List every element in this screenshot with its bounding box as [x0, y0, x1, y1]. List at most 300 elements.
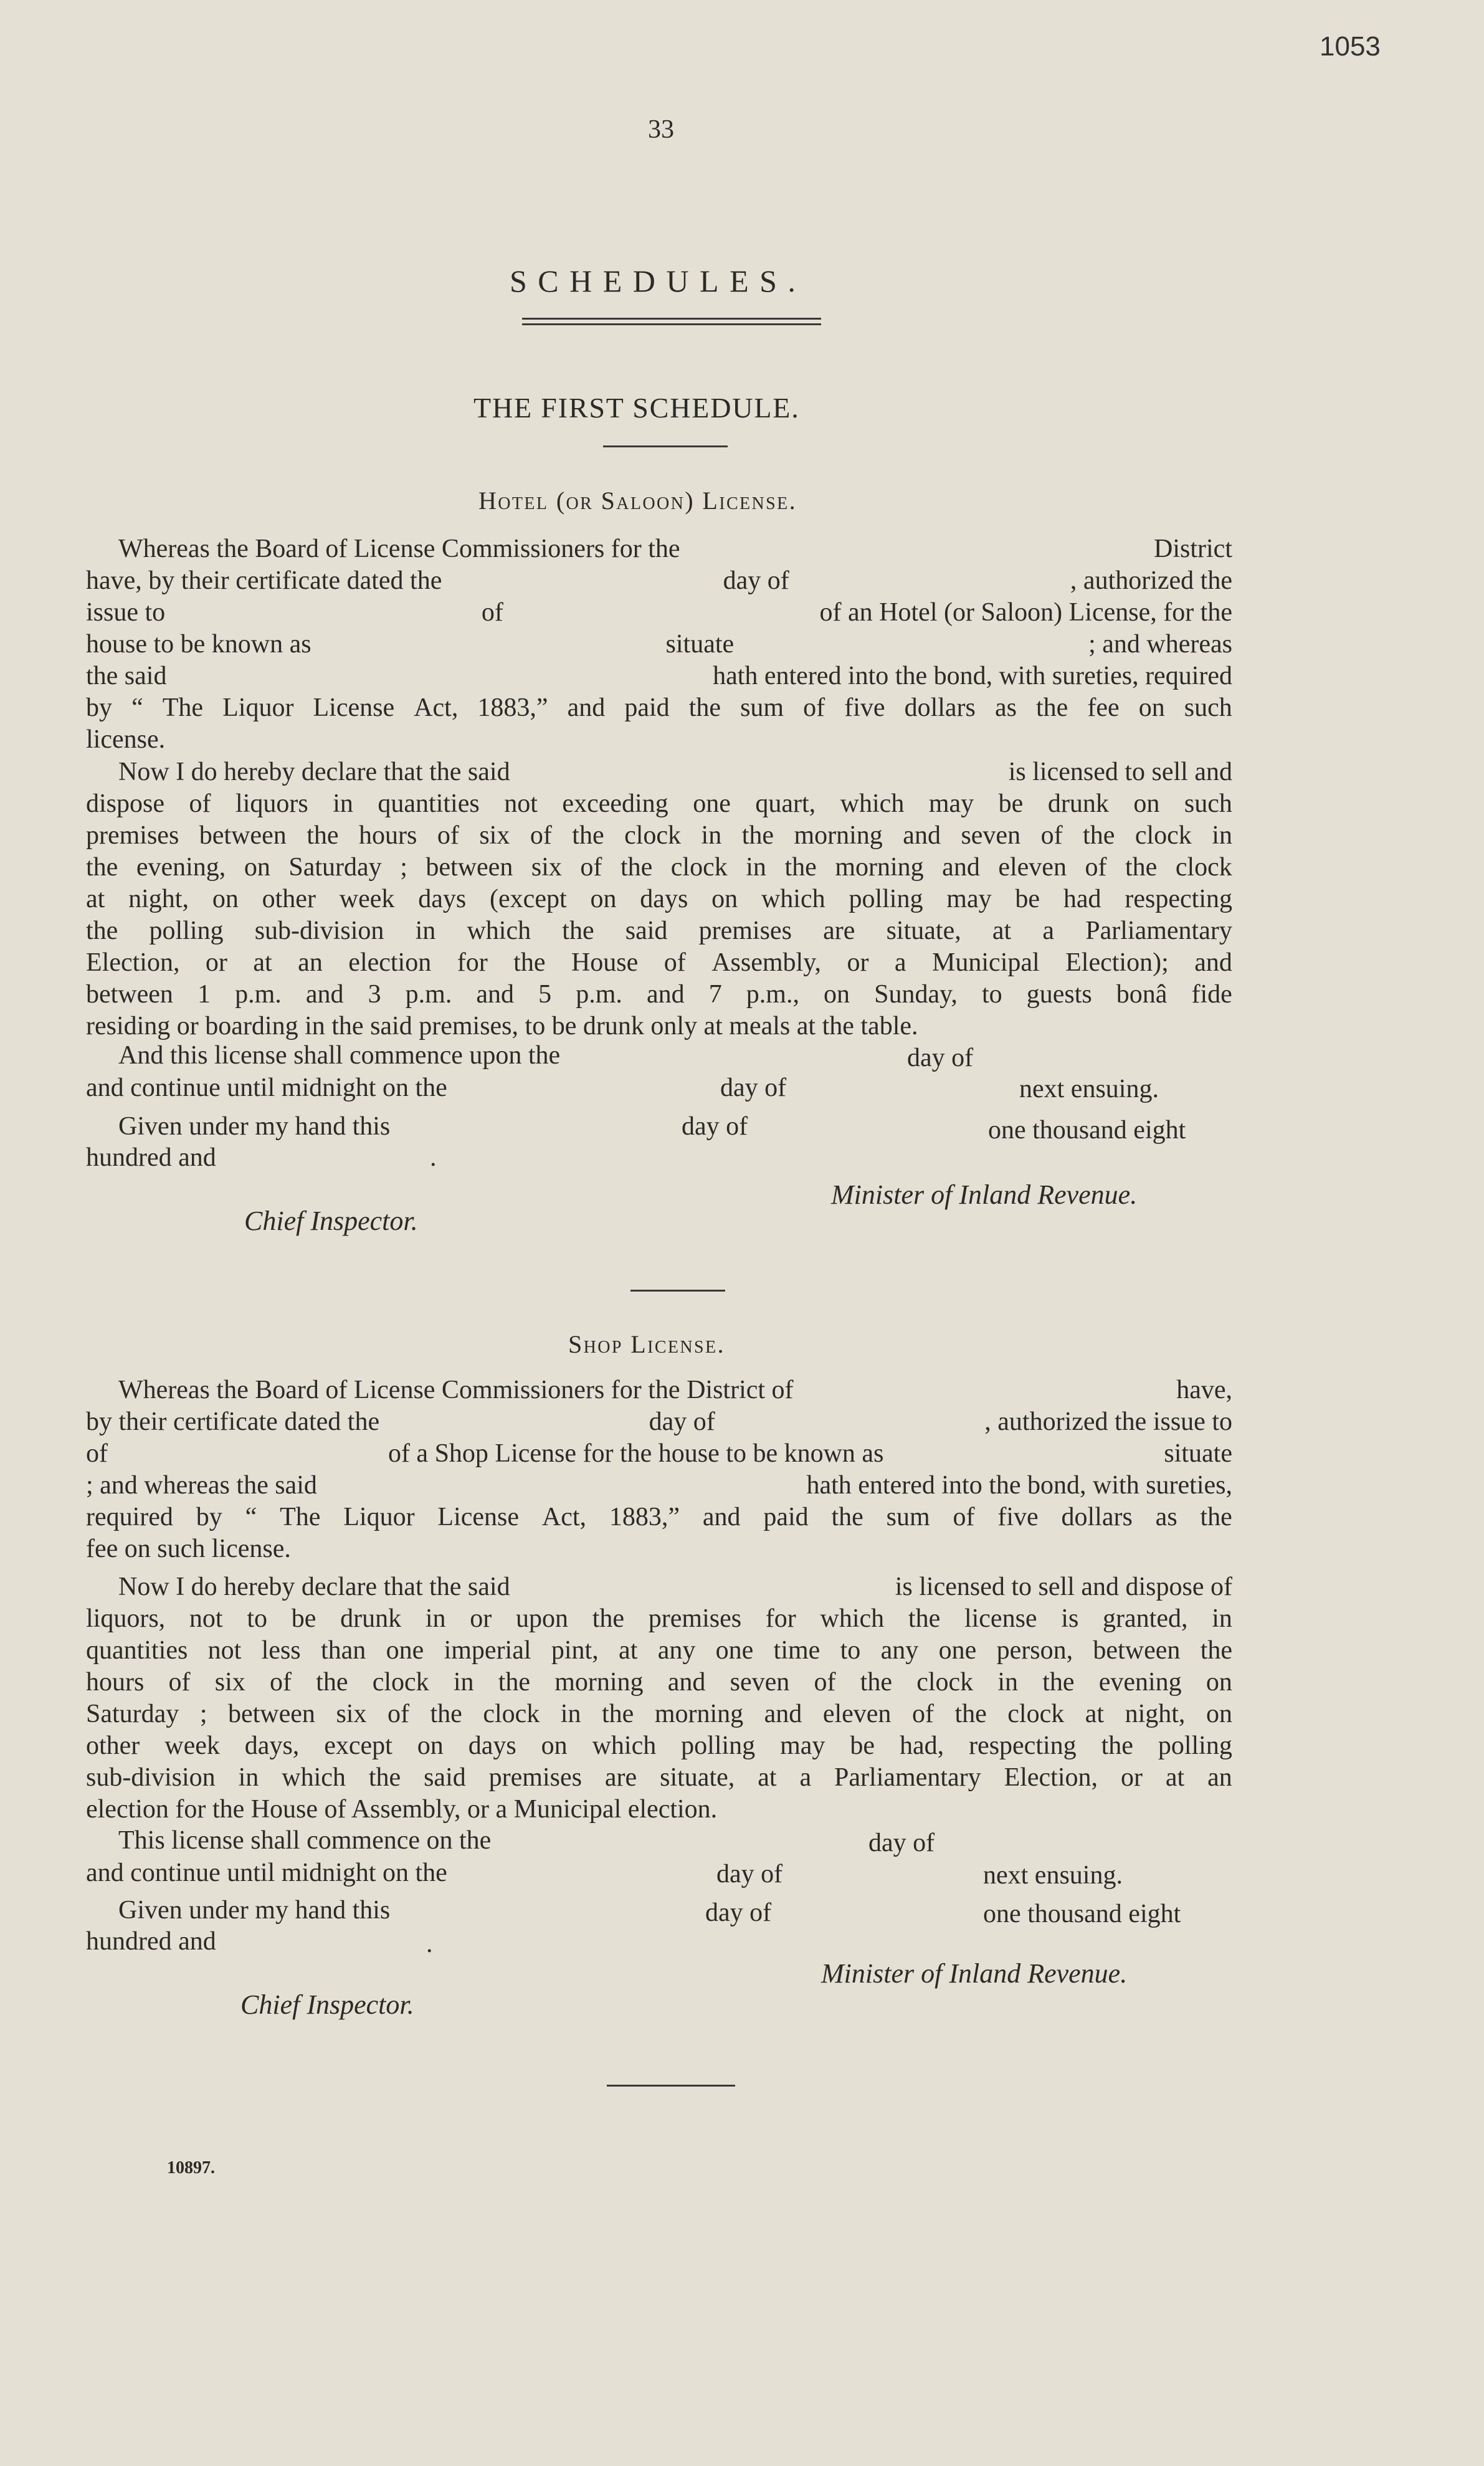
- text-line: [86, 692, 1232, 724]
- word: morning: [654, 1700, 744, 1728]
- word: and: [305, 980, 344, 1009]
- hotel-minister-signature: Minister of Inland Revenue.: [831, 1179, 1138, 1210]
- text-line: [86, 1635, 1232, 1667]
- word: on: [824, 980, 850, 1009]
- shop-given-period: .: [426, 1930, 433, 1958]
- text-line: [86, 820, 1232, 852]
- word: seven: [730, 1668, 790, 1697]
- word: on: [244, 853, 270, 882]
- hotel-given-hundred: hundred and: [86, 1143, 216, 1172]
- word: other: [262, 885, 316, 913]
- section-rule: [603, 445, 728, 447]
- word: 1883,”: [477, 693, 548, 722]
- word: Liquor: [343, 1503, 415, 1531]
- word: five: [844, 693, 885, 722]
- word: an: [1207, 1763, 1232, 1792]
- hotel-given-dayof: day of: [682, 1112, 748, 1141]
- word: (except: [490, 885, 567, 913]
- line-segment: ; and whereas: [1088, 630, 1232, 659]
- word: or: [1120, 1763, 1143, 1792]
- word: person,: [996, 1636, 1073, 1665]
- word: the: [368, 1763, 401, 1792]
- line-segment: fee on such license.: [86, 1535, 291, 1563]
- text-line: [86, 979, 1232, 1011]
- word: six: [479, 821, 510, 850]
- word: or: [205, 948, 227, 977]
- word: one: [715, 1636, 754, 1665]
- word: liquors: [235, 789, 308, 818]
- shop-minister-signature: Minister of Inland Revenue.: [821, 1958, 1128, 1989]
- text-line: [86, 1762, 1232, 1794]
- shop-commence-text: This license shall commence on the: [118, 1826, 492, 1855]
- line-segment: ; and whereas the said: [86, 1471, 317, 1500]
- word: Election,: [86, 948, 180, 977]
- word: such: [1184, 789, 1232, 818]
- word: 7: [708, 980, 722, 1009]
- word: six: [531, 853, 562, 882]
- word: and: [702, 1503, 741, 1531]
- word: in: [1212, 821, 1232, 850]
- word: to: [840, 1636, 861, 1665]
- word: of: [189, 789, 211, 818]
- word: 1: [197, 980, 211, 1009]
- word: and: [646, 980, 685, 1009]
- text-line: [86, 565, 1232, 597]
- line-segment: by their certificate dated the: [86, 1407, 380, 1436]
- word: the: [1200, 1636, 1232, 1665]
- shop-continue-dayof: day of: [716, 1860, 783, 1888]
- word: Municipal: [932, 948, 1040, 977]
- word: and: [567, 693, 606, 722]
- text-line: [86, 1502, 1232, 1533]
- word: eleven: [998, 853, 1067, 882]
- word: days: [418, 885, 467, 913]
- word: and: [903, 821, 941, 850]
- word: polling: [1158, 1731, 1232, 1760]
- word: the: [498, 1668, 531, 1697]
- word: any: [657, 1636, 696, 1665]
- text-line: [86, 724, 1232, 756]
- hotel-next-ensuing: next ensuing.: [1019, 1075, 1159, 1103]
- word: in: [333, 789, 353, 818]
- text-line: [86, 1470, 1232, 1502]
- text-line: [86, 629, 1232, 660]
- word: the: [908, 1604, 941, 1633]
- word: in: [425, 1604, 446, 1633]
- word: polling: [149, 916, 224, 945]
- word: morning: [794, 821, 883, 850]
- word: and: [667, 1668, 706, 1697]
- line-segment: residing or boarding in the said premises, to be drunk only at meals at the table.: [86, 1012, 918, 1040]
- word: of: [803, 693, 825, 722]
- line-segment: District: [1154, 535, 1232, 563]
- word: sub-division: [254, 916, 384, 945]
- line-segment: hath entered into the bond, with sureties, required: [713, 662, 1232, 690]
- word: Sunday,: [874, 980, 958, 1009]
- word: premises: [648, 1604, 742, 1633]
- word: hours: [86, 1668, 145, 1697]
- text-line: [86, 1438, 1232, 1470]
- shop-continue-text: and continue until midnight on the: [86, 1859, 447, 1887]
- line-segment: Now I do hereby declare that the said: [118, 758, 510, 786]
- word: of: [664, 948, 686, 977]
- text-line: [86, 788, 1232, 820]
- word: eleven: [822, 1700, 892, 1728]
- word: of: [814, 1668, 836, 1697]
- word: the: [572, 821, 604, 850]
- word: week: [339, 885, 395, 913]
- hotel-declaration-paragraph: [86, 756, 1232, 1042]
- section-rule: [630, 1290, 725, 1292]
- word: of: [1085, 853, 1107, 882]
- word: a: [1042, 916, 1055, 945]
- word: as: [994, 693, 1017, 722]
- word: p.m.: [405, 980, 452, 1009]
- word: at: [1165, 1763, 1185, 1792]
- hotel-given-thousand: one thousand eight: [988, 1116, 1186, 1145]
- word: between: [1093, 1636, 1181, 1665]
- word: the: [784, 853, 817, 882]
- word: the: [1125, 853, 1158, 882]
- word: one: [386, 1636, 424, 1665]
- word: clock: [372, 1668, 429, 1697]
- word: clock: [670, 853, 728, 882]
- text-line: [86, 1533, 1232, 1565]
- word: House: [571, 948, 639, 977]
- word: Parliamentary: [834, 1763, 981, 1792]
- word: be: [998, 789, 1024, 818]
- line-segment: of a Shop License for the house to be known as: [388, 1439, 884, 1468]
- scan-page-number: 1053: [1320, 31, 1381, 62]
- shop-chief-inspector-signature: Chief Inspector.: [240, 1989, 414, 2020]
- word: and: [476, 980, 515, 1009]
- line-segment: Whereas the Board of License Commissioners for the District of: [118, 1376, 794, 1404]
- word: exceeding: [562, 789, 668, 818]
- word: morning: [835, 853, 924, 882]
- word: “: [245, 1503, 257, 1531]
- word: of: [953, 1503, 975, 1531]
- word: which: [592, 1731, 657, 1760]
- word: bonâ: [1116, 980, 1168, 1009]
- word: in: [1212, 1604, 1232, 1633]
- word: the: [954, 1700, 987, 1728]
- word: granted,: [1103, 1604, 1188, 1633]
- shop-given-thousand: one thousand eight: [983, 1900, 1181, 1928]
- word: in: [746, 853, 766, 882]
- text-line: [86, 1667, 1232, 1698]
- word: not: [207, 1636, 242, 1665]
- word: or: [847, 948, 869, 977]
- word: dollars: [904, 693, 976, 722]
- word: the: [741, 821, 774, 850]
- word: quantities: [86, 1636, 188, 1665]
- text-line: [86, 1794, 1232, 1826]
- word: between: [228, 1700, 315, 1728]
- word: premises: [698, 916, 792, 945]
- word: six: [336, 1700, 367, 1728]
- hotel-chief-inspector-signature: Chief Inspector.: [244, 1206, 418, 1236]
- word: any: [880, 1636, 919, 1665]
- word: at: [1085, 1700, 1105, 1728]
- word: evening,: [136, 853, 226, 882]
- shop-license-title: Shop License.: [568, 1330, 725, 1358]
- word: premises: [488, 1763, 582, 1792]
- word: paid: [763, 1503, 809, 1531]
- word: except: [324, 1731, 392, 1760]
- text-line: [86, 915, 1232, 947]
- word: Parliamentary: [1085, 916, 1232, 945]
- word: days: [468, 1731, 516, 1760]
- line-segment: have, by their certificate dated the: [86, 566, 442, 595]
- word: in: [560, 1700, 581, 1728]
- hotel-license-title: Hotel (or Saloon) License.: [478, 487, 797, 515]
- word: the: [1101, 1731, 1133, 1760]
- word: morning: [554, 1668, 644, 1697]
- word: the: [1036, 693, 1068, 722]
- word: dollars: [1061, 1503, 1133, 1531]
- word: by: [86, 693, 112, 722]
- text-line: [86, 947, 1232, 979]
- word: week: [164, 1731, 220, 1760]
- shop-given-hundred: hundred and: [86, 1927, 216, 1956]
- word: the: [831, 1503, 863, 1531]
- text-line: [86, 660, 1232, 692]
- word: Election,: [1004, 1763, 1098, 1792]
- word: guests: [1026, 980, 1092, 1009]
- word: such: [1184, 693, 1232, 722]
- word: a: [799, 1763, 812, 1792]
- word: in: [238, 1763, 259, 1792]
- word: sub-division: [86, 1763, 216, 1792]
- word: on: [711, 885, 738, 913]
- word: on: [541, 1731, 568, 1760]
- word: clock: [916, 1668, 974, 1697]
- word: by: [196, 1503, 222, 1531]
- word: respecting: [1125, 885, 1232, 913]
- word: clock: [624, 821, 682, 850]
- word: and: [1194, 948, 1232, 977]
- shop-declaration-paragraph: [86, 1571, 1232, 1826]
- word: at: [619, 1636, 638, 1665]
- word: Act,: [414, 693, 459, 722]
- word: between: [199, 821, 287, 850]
- text-line: [86, 1374, 1232, 1406]
- word: night,: [128, 885, 189, 913]
- word: the: [307, 821, 339, 850]
- line-segment: issue to: [86, 598, 166, 627]
- hotel-continue-dayof: day of: [720, 1074, 787, 1102]
- word: between: [86, 980, 173, 1009]
- line-segment: Whereas the Board of License Commissioners for the: [118, 535, 680, 563]
- word: are: [604, 1763, 637, 1792]
- word: a: [894, 948, 906, 977]
- word: at: [758, 1763, 777, 1792]
- word: be: [1015, 885, 1040, 913]
- word: quart,: [755, 789, 816, 818]
- word: night,: [1125, 1700, 1186, 1728]
- word: of: [580, 853, 602, 882]
- word: The: [280, 1503, 321, 1531]
- line-segment: is licensed to sell and: [1008, 758, 1232, 786]
- line-segment: house to be known as: [86, 630, 312, 659]
- text-line: [86, 883, 1232, 915]
- shop-next-ensuing: next ensuing.: [983, 1861, 1123, 1890]
- word: on: [1138, 693, 1165, 722]
- word: ;: [199, 1700, 207, 1728]
- line-segment: of an Hotel (or Saloon) License, for the: [819, 598, 1232, 627]
- shop-commence-dayof: day of: [868, 1829, 935, 1857]
- word: of: [911, 1700, 934, 1728]
- word: not: [504, 789, 538, 818]
- word: the: [860, 1668, 892, 1697]
- word: 5: [538, 980, 552, 1009]
- word: at: [992, 916, 1012, 945]
- word: be: [291, 1604, 316, 1633]
- word: p.m.: [576, 980, 622, 1009]
- word: of: [437, 821, 459, 850]
- word: may: [928, 789, 974, 818]
- word: paid: [624, 693, 670, 722]
- word: Act,: [541, 1503, 587, 1531]
- heading-double-rule: [522, 318, 821, 325]
- word: which: [467, 916, 531, 945]
- word: premises: [86, 821, 179, 850]
- word: time: [773, 1636, 820, 1665]
- shop-whereas-paragraph: [86, 1374, 1232, 1565]
- hotel-given-text: Given under my hand this: [118, 1112, 391, 1141]
- word: at: [253, 948, 272, 977]
- text-line: [86, 533, 1232, 565]
- word: upon: [515, 1604, 568, 1633]
- word: 1883,”: [609, 1503, 680, 1531]
- text-line: [86, 1730, 1232, 1762]
- word: on: [1133, 789, 1160, 818]
- word: drunk: [340, 1604, 402, 1633]
- word: of: [387, 1700, 409, 1728]
- word: the: [316, 1668, 348, 1697]
- word: Saturday: [288, 853, 382, 882]
- word: Election);: [1065, 948, 1169, 977]
- word: drunk: [1047, 789, 1109, 818]
- word: than: [320, 1636, 366, 1665]
- word: quantities: [378, 789, 480, 818]
- word: License: [437, 1503, 520, 1531]
- text-line: [86, 1603, 1232, 1635]
- word: one: [938, 1636, 977, 1665]
- word: six: [214, 1668, 245, 1697]
- line-segment: of: [86, 1439, 108, 1468]
- word: in: [453, 1668, 474, 1697]
- word: The: [162, 693, 204, 722]
- word: may: [946, 885, 992, 913]
- line-segment: of: [481, 598, 503, 627]
- text-line: [86, 1406, 1232, 1438]
- word: had: [1063, 885, 1101, 913]
- word: polling: [849, 885, 923, 913]
- hotel-whereas-paragraph: [86, 533, 1232, 756]
- word: between: [426, 853, 513, 882]
- word: p.m.,: [746, 980, 799, 1009]
- word: of: [269, 1668, 292, 1697]
- text-line: [86, 1698, 1232, 1730]
- line-segment: situate: [665, 630, 735, 659]
- word: days: [640, 885, 688, 913]
- text-line: [86, 756, 1232, 788]
- word: the: [430, 1700, 462, 1728]
- word: for: [457, 948, 488, 977]
- line-segment: is licensed to sell and dispose of: [895, 1573, 1232, 1601]
- line-segment: Now I do hereby declare that the said: [118, 1573, 510, 1601]
- word: election: [348, 948, 432, 977]
- hotel-continue-text: and continue until midnight on the: [86, 1074, 447, 1102]
- word: of: [1040, 821, 1063, 850]
- word: and: [764, 1700, 802, 1728]
- word: may: [780, 1731, 825, 1760]
- word: said: [625, 916, 668, 945]
- word: said: [424, 1763, 466, 1792]
- line-segment: situate: [1164, 1439, 1232, 1468]
- word: imperial: [444, 1636, 531, 1665]
- word: days,: [244, 1731, 300, 1760]
- word: seven: [961, 821, 1021, 850]
- line-segment: license.: [86, 725, 166, 754]
- hotel-commence-dayof: day of: [907, 1044, 974, 1072]
- word: p.m.: [235, 980, 282, 1009]
- text-line: [86, 852, 1232, 883]
- line-segment: have,: [1176, 1376, 1232, 1404]
- word: as: [1155, 1503, 1177, 1531]
- word: 3: [368, 980, 381, 1009]
- word: are: [823, 916, 855, 945]
- hotel-commence-text: And this license shall commence upon the: [118, 1041, 561, 1070]
- word: Saturday: [86, 1700, 179, 1728]
- word: the: [562, 916, 594, 945]
- word: situate,: [886, 916, 961, 945]
- word: required: [86, 1503, 173, 1531]
- word: on: [212, 885, 239, 913]
- page-number: 33: [648, 115, 674, 144]
- word: dispose: [86, 789, 164, 818]
- word: sum: [740, 693, 784, 722]
- word: the: [592, 1604, 625, 1633]
- word: for: [765, 1604, 796, 1633]
- word: the: [1200, 1503, 1232, 1531]
- word: had,: [899, 1731, 944, 1760]
- line-segment: day of: [723, 566, 789, 595]
- word: respecting: [969, 1731, 1077, 1760]
- shop-given-text: Given under my hand this: [118, 1896, 391, 1925]
- text-line: [86, 597, 1232, 629]
- line-segment: hath entered into the bond, with sureties,: [806, 1471, 1232, 1500]
- word: on: [1206, 1700, 1232, 1728]
- line-segment: day of: [649, 1407, 715, 1436]
- word: situate,: [660, 1763, 735, 1792]
- word: in: [997, 1668, 1019, 1697]
- word: and: [942, 853, 980, 882]
- word: clock: [483, 1700, 540, 1728]
- shop-given-dayof: day of: [705, 1898, 772, 1927]
- word: the: [86, 853, 118, 882]
- word: in: [415, 916, 436, 945]
- word: the: [1083, 821, 1115, 850]
- text-line: [86, 1011, 1232, 1042]
- word: the: [1042, 1668, 1075, 1697]
- word: license: [964, 1604, 1037, 1633]
- word: clock: [1175, 853, 1232, 882]
- word: is: [1061, 1604, 1079, 1633]
- schedules-heading: SCHEDULES.: [510, 264, 807, 298]
- word: Assembly,: [711, 948, 821, 977]
